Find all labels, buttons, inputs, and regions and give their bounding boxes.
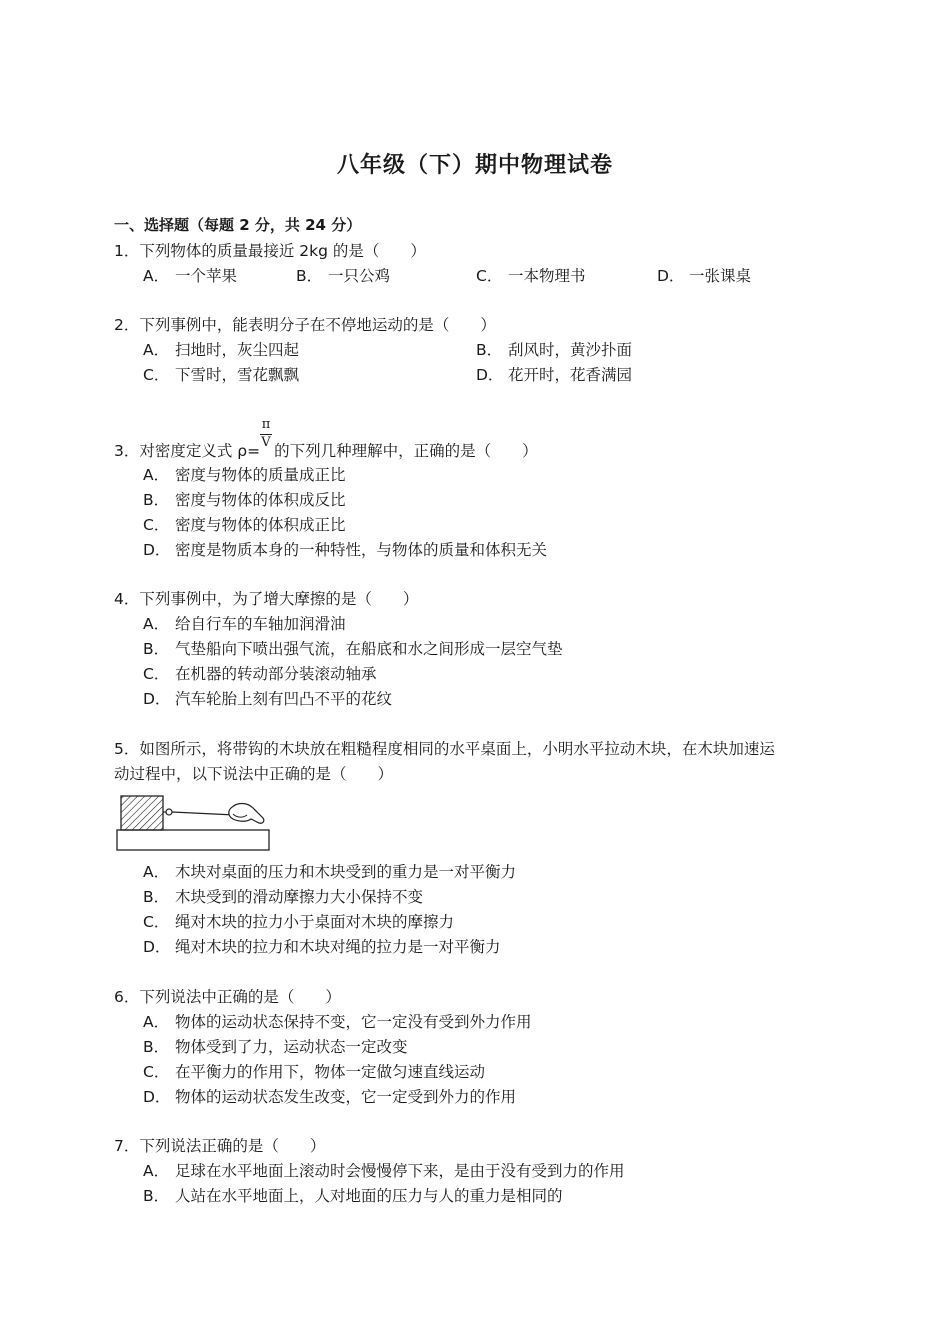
option-text: 密度与物体的体积成正比 [175, 516, 346, 534]
option-letter: C． [476, 267, 503, 285]
wood-block-shape [121, 796, 163, 830]
fraction-denominator: V [261, 435, 271, 450]
fraction-numerator: π [261, 417, 271, 432]
option-text: 刮风时，黄沙扑面 [508, 341, 633, 359]
option-letter: B． [143, 1038, 170, 1056]
option-text: 在机器的转动部分装滚动轴承 [175, 665, 377, 683]
option-text: 足球在水平地面上滚动时会慢慢停下来，是由于没有受到力的作用 [175, 1162, 625, 1180]
option-text: 花开时，花香满园 [508, 366, 633, 384]
question-3-option-b [143, 489, 346, 511]
stem-prefix: 3．对密度定义式 ρ= [114, 442, 261, 460]
option-letter: D． [143, 690, 171, 708]
option-letter: D． [143, 1088, 171, 1106]
option-text: 物体的运动状态保持不变，它一定没有受到外力作用 [175, 1013, 532, 1031]
question-6-option-d [143, 1086, 516, 1108]
option-text: 密度与物体的质量成正比 [175, 466, 346, 484]
option-letter: B． [143, 491, 170, 509]
option-letter: C． [143, 665, 170, 683]
option-letter: B． [296, 267, 323, 285]
question-5-stem-line-2: 动过程中，以下说法中正确的是（ ） [114, 765, 394, 783]
option-letter: B． [143, 640, 170, 658]
option-text: 一张课桌 [689, 267, 752, 285]
option-letter: A． [143, 1162, 170, 1180]
option-text: 物体的运动状态发生改变，它一定受到外力的作用 [175, 1088, 517, 1106]
option-letter: B． [143, 888, 170, 906]
option-text: 绳对木块的拉力小于桌面对木块的摩擦力 [175, 913, 455, 931]
question-1-option-c [476, 265, 586, 287]
question-2-stem: 2．下列事例中，能表明分子在不停地运动的是（ ） [114, 316, 496, 334]
option-text: 在平衡力的作用下，物体一定做匀速直线运动 [175, 1063, 486, 1081]
question-2-option-a [143, 339, 299, 361]
question-3-stem [114, 440, 538, 462]
question-5-option-d [143, 936, 501, 958]
option-letter: A． [143, 267, 170, 285]
option-letter: C． [143, 1063, 170, 1081]
question-1-option-b [296, 265, 390, 287]
option-text: 一个苹果 [175, 267, 238, 285]
option-text: 木块受到的滑动摩擦力大小保持不变 [175, 888, 424, 906]
option-text: 绳对木块的拉力和木块对绳的拉力是一对平衡力 [175, 938, 501, 956]
option-text: 一本物理书 [508, 267, 586, 285]
option-letter: C． [143, 366, 170, 384]
question-3-option-d [143, 539, 547, 561]
option-text: 密度是物质本身的一种特性，与物体的质量和体积无关 [175, 541, 548, 559]
question-1-option-d [657, 265, 751, 287]
option-letter: A． [143, 466, 170, 484]
option-letter: C． [143, 516, 170, 534]
question-2-option-b [476, 339, 632, 361]
question-3-option-c [143, 514, 346, 536]
option-text: 气垫船向下喷出强气流，在船底和水之间形成一层空气垫 [175, 640, 563, 658]
question-4-option-d [143, 688, 392, 710]
option-letter: B． [476, 341, 503, 359]
option-letter: C． [143, 913, 170, 931]
option-letter: A． [143, 341, 170, 359]
question-2-option-c [143, 364, 299, 386]
option-letter: A． [143, 863, 170, 881]
question-5-option-a [143, 861, 516, 883]
option-letter: A． [143, 1013, 170, 1031]
option-text: 扫地时，灰尘四起 [175, 341, 300, 359]
hand-shape [229, 804, 264, 824]
question-6-option-a [143, 1011, 532, 1033]
question-6-option-b [143, 1036, 408, 1058]
stem-suffix: 的下列几种理解中，正确的是（ ） [274, 442, 538, 460]
page-title: 八年级（下）期中物理试卷 [336, 153, 613, 178]
question-6-stem: 6．下列说法中正确的是（ ） [114, 988, 341, 1006]
option-letter: A． [143, 615, 170, 633]
option-letter: B． [143, 1187, 170, 1205]
section-heading: 一、选择题（每题 2 分，共 24 分） [114, 216, 362, 234]
question-4-option-c [143, 663, 377, 685]
question-7-stem: 7．下列说法正确的是（ ） [114, 1137, 326, 1155]
option-text: 物体受到了力，运动状态一定改变 [175, 1038, 408, 1056]
option-text: 人站在水平地面上，人对地面的压力与人的重力是相同的 [175, 1187, 563, 1205]
option-text: 一只公鸡 [328, 267, 391, 285]
option-letter: D． [476, 366, 504, 384]
option-letter: D． [143, 541, 171, 559]
question-7-option-b [143, 1185, 563, 1207]
option-text: 给自行车的车轴加润滑油 [175, 615, 346, 633]
question-4-option-a [143, 613, 346, 635]
question-3-option-a [143, 464, 346, 486]
question-5-stem-line-1: 5．如图所示，将带钩的木块放在粗糙程度相同的水平桌面上，小明水平拉动木块，在木块加速运 [114, 740, 775, 758]
option-letter: D． [143, 938, 171, 956]
rope-shape [172, 812, 235, 815]
option-text: 汽车轮胎上刻有凹凸不平的花纹 [175, 690, 393, 708]
question-2-option-d [476, 364, 632, 386]
question-5-option-c [143, 911, 454, 933]
question-5-option-b [143, 886, 423, 908]
question-7-option-a [143, 1160, 625, 1182]
hook-shape [166, 809, 172, 815]
option-text: 下雪时，雪花飘飘 [175, 366, 300, 384]
option-text: 木块对桌面的压力和木块受到的重力是一对平衡力 [175, 863, 517, 881]
option-letter: D． [657, 267, 685, 285]
question-4-option-b [143, 638, 563, 660]
question-1-stem: 1．下列物体的质量最接近 2kg 的是（ ） [114, 242, 426, 260]
block-pulled-by-hand-figure [113, 792, 273, 858]
figure-illustration [113, 792, 273, 854]
question-1-option-a [143, 265, 237, 287]
option-text: 密度与物体的体积成反比 [175, 491, 346, 509]
question-4-stem: 4．下列事例中，为了增大摩擦的是（ ） [114, 590, 419, 608]
table-shape [117, 830, 269, 850]
question-6-option-c [143, 1061, 485, 1083]
